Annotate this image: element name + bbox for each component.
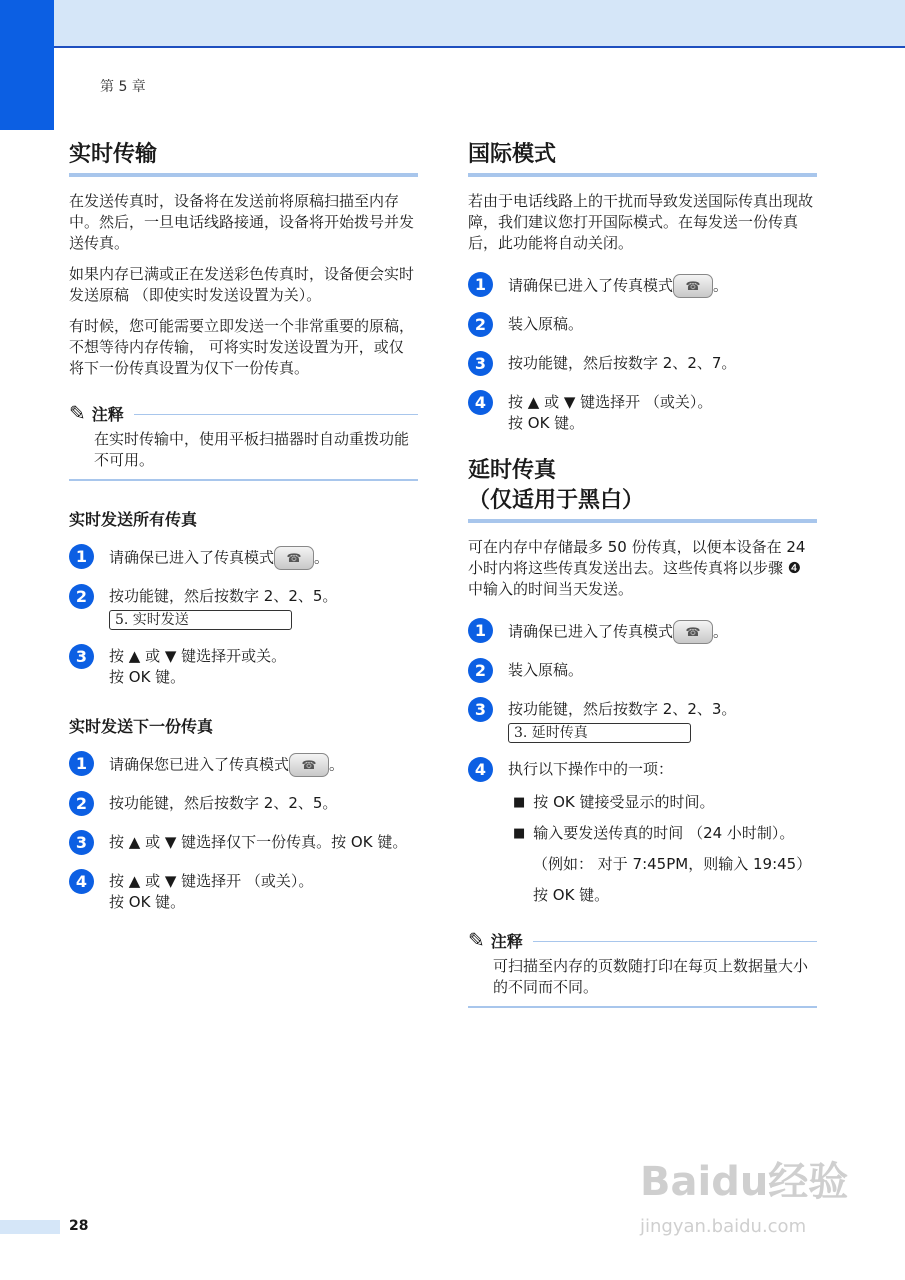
step-number-icon: 4 <box>468 757 493 782</box>
step <box>69 869 418 913</box>
step <box>468 658 817 683</box>
note-text: 可扫描至内存的页数随打印在每页上数据量大小的不同而不同。 <box>493 957 809 996</box>
step-number-icon: 3 <box>468 697 493 722</box>
header-band <box>0 0 905 48</box>
step-text: 按 OK 键。 <box>109 893 186 911</box>
list-item <box>513 792 817 813</box>
step-number-icon: 4 <box>468 390 493 415</box>
step-text: 按功能键，然后按数字 2、2、5。 <box>109 794 338 812</box>
chapter-label: 第 5 章 <box>100 79 146 95</box>
fax-mode-icon: ☎ <box>673 274 713 298</box>
step <box>468 312 817 337</box>
step-text: 按 ▲ 或 ▼ 键选择开 （或关）。 <box>508 393 713 411</box>
step-text: 按功能键，然后按数字 2、2、3。 <box>508 700 737 718</box>
step-text: 按 OK 键。 <box>109 668 186 686</box>
note-text: 在实时传输中，使用平板扫描器时自动重拨功能不可用。 <box>94 430 410 469</box>
step-number-icon: 2 <box>468 312 493 337</box>
fax-mode-icon: ☎ <box>289 753 329 777</box>
example-text: （例如： 对于 7:45PM，则输入 19:45） <box>533 855 812 873</box>
subsection-title: 实时发送所有传真 <box>69 510 198 529</box>
note-box <box>468 928 817 1008</box>
step-number-icon: 1 <box>468 618 493 643</box>
step <box>468 757 817 782</box>
step-number-icon: 1 <box>69 544 94 569</box>
bullet-icon: ■ <box>513 795 526 810</box>
paragraph: 有时候，您可能需要立即发送一个非常重要的原稿，不想等待内存传输， 可将实时发送设置为开，或仅将下一份传真设置为仅下一份传真。 <box>69 317 415 377</box>
note-box <box>69 401 418 481</box>
step-number-icon: 4 <box>69 869 94 894</box>
step: 1 请确保您已进入了传真模式 ☎ 。 <box>69 751 418 777</box>
note-title: 注释 <box>490 931 523 951</box>
step <box>69 830 418 855</box>
section-title-international: 国际模式 <box>468 140 817 177</box>
footer-band <box>0 1220 60 1234</box>
step: 1 请确保已进入了传真模式 ☎ 。 <box>468 618 817 644</box>
step-number-icon: 2 <box>69 584 94 609</box>
step: 1 请确保已进入了传真模式 ☎ 。 <box>69 544 418 570</box>
note-pencil-icon: ✎ <box>69 401 86 425</box>
step-number-icon: 3 <box>69 644 94 669</box>
divider <box>533 941 817 942</box>
step-number-icon: 3 <box>468 351 493 376</box>
step <box>69 644 418 688</box>
step-number-icon: 3 <box>69 830 94 855</box>
section-title-delayed <box>468 456 817 523</box>
bullet-text: 按 OK 键接受显示的时间。 <box>533 793 715 811</box>
chapter-tab <box>0 0 54 130</box>
paragraph: 在发送传真时，设备将在发送前将原稿扫描至内存中。然后，一旦电话线路接通，设备将开始拨号并发送传真。 <box>69 192 415 252</box>
section-title-line: 延时传真 <box>468 458 557 483</box>
step-text: 按 ▲ 或 ▼ 键选择仅下一份传真。按 OK 键。 <box>109 833 408 851</box>
section-title-realtime: 实时传输 <box>69 140 418 177</box>
right-column <box>468 140 817 1008</box>
step-text: 装入原稿。 <box>508 315 584 333</box>
bullet-icon: ■ <box>513 826 526 841</box>
watermark-url: jingyan.baidu.com <box>640 1216 807 1237</box>
step-text: 按 ▲ 或 ▼ 键选择开 （或关）。 <box>109 872 314 890</box>
page-number: 28 <box>69 1218 89 1234</box>
paragraph: 若由于电话线路上的干扰而导致发送国际传真出现故障，我们建议您打开国际模式。在每发送一份传真后，此功能将自动关闭。 <box>468 192 814 252</box>
left-column <box>69 140 418 913</box>
step <box>468 390 817 434</box>
section-title-line: （仅适用于黑白） <box>468 488 645 513</box>
step-text: 按功能键，然后按数字 2、2、5。 <box>109 587 338 605</box>
step-number-icon: 2 <box>69 791 94 816</box>
step-number-icon: 1 <box>69 751 94 776</box>
lcd-display: 3. 延时传真 <box>508 723 691 743</box>
ok-instruction: 按 OK 键。 <box>533 886 610 904</box>
bullet-text: 输入要发送传真的时间 （24 小时制）。 <box>533 824 795 842</box>
step-text: 请确保已进入了传真模式 <box>508 622 674 641</box>
step-text: 按 OK 键。 <box>508 414 585 432</box>
step-text: 请确保已进入了传真模式 <box>508 276 674 295</box>
step <box>69 791 418 816</box>
divider <box>134 414 418 415</box>
lcd-display: 5. 实时发送 <box>109 610 292 630</box>
list-item <box>513 823 817 844</box>
step-text: 执行以下操作中的一项： <box>508 760 674 778</box>
step-text: 按功能键，然后按数字 2、2、7。 <box>508 354 737 372</box>
note-title: 注释 <box>91 404 124 424</box>
step <box>69 584 418 630</box>
step-text: 装入原稿。 <box>508 661 584 679</box>
paragraph: 如果内存已满或正在发送彩色传真时，设备便会实时发送原稿 （即使实时发送设置为关）。 <box>69 265 415 304</box>
step-number-icon: 1 <box>468 272 493 297</box>
step-text: 请确保已进入了传真模式 <box>109 548 275 567</box>
step-text: 按 ▲ 或 ▼ 键选择开或关。 <box>109 647 287 665</box>
fax-mode-icon: ☎ <box>274 546 314 570</box>
step <box>468 351 817 376</box>
fax-mode-icon: ☎ <box>673 620 713 644</box>
step <box>468 697 817 743</box>
step-number-icon: 2 <box>468 658 493 683</box>
paragraph: 可在内存中存储最多 50 份传真，以便本设备在 24 小时内将这些传真发送出去。这些传真将以步骤 ❹ 中输入的时间当天发送。 <box>468 538 806 598</box>
step: 1 请确保已进入了传真模式 ☎ 。 <box>468 272 817 298</box>
watermark-logo: Baidu经验 <box>640 1159 849 1205</box>
step-text: 请确保您已进入了传真模式 <box>109 755 290 774</box>
note-pencil-icon: ✎ <box>468 928 485 952</box>
subsection-title: 实时发送下一份传真 <box>69 717 214 736</box>
